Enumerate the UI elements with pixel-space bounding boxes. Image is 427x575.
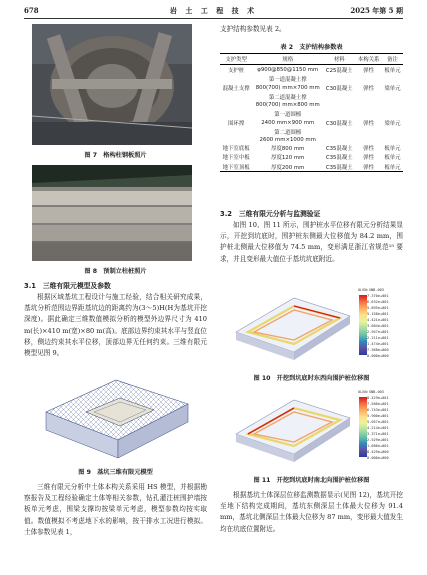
precast-pile-image	[32, 165, 192, 261]
legend-value: 6.743e+001	[367, 408, 389, 412]
legend-value: 8.429e+000	[367, 450, 389, 454]
table-cell	[382, 127, 403, 136]
legend-value: 5.900e+001	[367, 414, 389, 418]
table-cell: 板单元	[382, 162, 403, 172]
column-header: 材料	[323, 54, 355, 65]
figure-11-legend	[358, 390, 408, 460]
table-row	[220, 162, 403, 172]
table-cell	[220, 93, 252, 102]
table-cell	[220, 102, 252, 109]
table-cell: 厚度200 mm	[252, 162, 323, 172]
paragraph-fe-results: 如图 10、图 11 所示，围护桩水平位移有限元分析结果显示，开挖到坑底时，围护桩东侧最大位移值为 84.2 mm，围护桩北侧最大位移值为 74.5 mm，变形满足浙江省规范¹⁵ 要求，并且变形最大值位于基坑坑底附近。	[220, 221, 403, 263]
legend-value: 7.368e+000	[367, 348, 389, 352]
table-cell: C35混凝土	[323, 162, 355, 172]
table-row	[220, 109, 403, 118]
legend-color-bar	[359, 295, 367, 355]
figure-8-photo	[32, 165, 192, 261]
table-cell: 梁单元	[384, 85, 401, 92]
table-cell	[382, 137, 403, 144]
table-cell: 第二道围檩	[274, 129, 302, 136]
table-2-support-parameters	[220, 53, 403, 172]
table-cell	[382, 74, 403, 83]
table-cell: 支护桩	[228, 67, 245, 74]
table-cell: 围环撑	[228, 120, 245, 127]
table-cell	[382, 93, 403, 102]
legend-color-bar	[359, 397, 367, 457]
table-cell: φ900@850@1150 mm	[257, 66, 319, 73]
table-cell	[382, 102, 403, 109]
table-row	[220, 118, 403, 127]
column-header: 规格	[252, 54, 323, 65]
table-cell: 地下室中板	[222, 155, 250, 162]
legend-value: 8.429e+001	[367, 396, 389, 400]
table-cell: 第二道混凝土撑	[268, 95, 307, 102]
table-cell	[355, 137, 382, 144]
table-cell: 厚度800 mm	[271, 146, 305, 153]
fe-mesh-image	[36, 372, 196, 462]
table-cell: 板单元	[384, 67, 401, 74]
section-3-1-title: 3.1 三维有限元模型及参数	[24, 282, 111, 290]
legend-value: 7.370e+001	[367, 294, 389, 298]
legend-value: 3.684e+001	[367, 324, 389, 328]
table-row	[220, 144, 403, 153]
legend-value: 1.686e+001	[367, 444, 389, 448]
table-cell: 地下室底板	[222, 146, 250, 153]
legend-value: 4.214e+001	[367, 426, 389, 430]
paragraph-constitutive-model: 三维有限元分析中土体本构关系采用 HS 模型，并根据勘察报告及工程经验确定土体等相关参数，钻孔灌注桩围护墙按板单元考虑，围梁支撑均按梁单元考虑，模型参数均按实取值。数值模拟不考虑地下水的影响，按干排水工况进行模拟。土体参数见表 1，	[24, 483, 207, 536]
table-row	[220, 127, 403, 136]
legend-value: 4.421e+001	[367, 318, 389, 322]
legend-value: 6.632e+001	[367, 300, 389, 304]
legend-value: 3.371e+001	[367, 432, 389, 436]
section-3-2-title: 3.2 三维有限元分析与监测验证	[220, 210, 321, 218]
table-cell: 弹性	[363, 155, 374, 162]
table-cell	[355, 102, 382, 109]
legend-value: 7.586e+001	[367, 402, 389, 406]
legend-value: 5.158e+001	[367, 312, 389, 316]
table-cell	[220, 74, 252, 83]
table-cell: 混凝土支撑	[222, 85, 250, 92]
figure-9-fe-model	[36, 372, 196, 462]
legend-title: ULEN:SNB-003	[358, 390, 384, 394]
legend-value: 2.529e+001	[367, 438, 389, 442]
table-cell: 弹性	[363, 146, 374, 153]
table-cell	[355, 93, 382, 102]
table-cell	[323, 127, 355, 136]
table-cell: C30混凝土	[325, 120, 353, 127]
table-cell	[355, 74, 382, 83]
legend-value: 5.057e+001	[367, 420, 389, 424]
table-row	[220, 153, 403, 162]
table-cell	[382, 109, 403, 118]
table-cell: C35混凝土	[325, 155, 353, 162]
table-cell	[355, 127, 382, 136]
issue-label: 2025 年第 5 期	[350, 6, 403, 15]
table-cell	[323, 137, 355, 144]
legend-value: 2.211e+001	[367, 336, 389, 340]
table-cell: 板单元	[384, 155, 401, 162]
table-cell: 梁单元	[384, 120, 401, 127]
table-cell: 800(700) mm×700 mm	[255, 84, 320, 91]
running-header	[24, 6, 403, 19]
page-number: 678	[24, 6, 39, 15]
legend-title: ULEN:SNB-003	[358, 288, 384, 292]
legend-value: 0.000e+000	[367, 354, 389, 358]
journal-name: 岩 土 工 程 技 术	[169, 6, 258, 15]
table-cell: 板单元	[384, 146, 401, 153]
table-cell: 第一道围檩	[274, 111, 302, 118]
table-cell: 弹性	[363, 67, 374, 74]
table-cell: 第一道混凝土撑	[268, 76, 307, 83]
table-cell: 弹性	[355, 162, 382, 172]
table-cell	[323, 102, 355, 109]
table-cell	[323, 93, 355, 102]
paragraph-model-extent: 根据区域基坑工程设计与施工经验，结合相关研究成果，基坑分析范围边界距基坑边的距离约为(3～5)H(H为基坑开挖深度)。据此确定三维数值模拟分析的模型外边界尺寸为 410 m(长)×410 m(宽)×80 m(高)。底部边界约束其水平与竖直位移，侧边约束其水平位移，顶部边界无任何约束。三维有限元模型见图 9。	[24, 293, 207, 358]
table-cell: C30混凝土	[325, 85, 353, 92]
table-row	[220, 137, 403, 144]
figure-10-caption: 图 10 开挖到坑底时东西向围护桩位移图	[253, 375, 370, 382]
legend-value: 2.947e+001	[367, 330, 389, 334]
table-cell	[323, 74, 355, 83]
legend-value: 5.895e+001	[367, 306, 389, 310]
table-2-title: 表 2 支护结构参数表	[280, 44, 343, 51]
table-cell	[323, 109, 355, 118]
table-cell: 地下室顶板	[220, 162, 252, 172]
right-intro-text: 支护结构参数见表 2。	[220, 25, 286, 33]
table-header-row	[220, 54, 403, 65]
table-cell	[220, 137, 252, 144]
figure-7-caption: 图 7 格构柱钢板照片	[84, 152, 147, 159]
table-cell: 弹性	[363, 85, 374, 92]
legend-value: 1.474e+001	[367, 342, 389, 346]
table-row	[220, 74, 403, 83]
table-cell: C25混凝土	[325, 67, 353, 74]
table-cell	[355, 109, 382, 118]
table-cell	[220, 109, 252, 118]
figure-11-caption: 图 11 开挖到坑底时南北向围护桩位移图	[253, 477, 370, 484]
table-cell	[220, 127, 252, 136]
column-header: 支护类型	[220, 54, 252, 65]
table-cell: 2400 mm×900 mm	[261, 119, 315, 126]
table-cell: 弹性	[363, 120, 374, 127]
legend-value: 0.000e+000	[367, 456, 389, 460]
lattice-column-image	[32, 24, 192, 145]
figure-9-caption: 图 9 基坑三维有限元模型	[78, 469, 153, 476]
figure-7-photo	[32, 24, 192, 145]
figure-8-caption: 图 8 预制立柱桩照片	[84, 268, 147, 275]
table-row	[220, 93, 403, 102]
table-row	[220, 102, 403, 109]
table-row	[220, 65, 403, 75]
figure-10-legend	[358, 288, 408, 358]
table-cell: 厚度120 mm	[271, 155, 305, 162]
column-header: 本构关系	[355, 54, 382, 65]
table-cell: 800(700) mm×800 mm	[255, 102, 320, 109]
column-header: 备注	[382, 54, 403, 65]
paragraph-monitoring-data: 根据基坑土体深层位移监测数据显示(见图 12)，基坑开挖至地下结构完成期间，基坑东侧深层土体最大位移为 91.4 mm，基坑北侧深层土体最大位移为 87 mm，变形最大值发生均在坑底位置附近。	[220, 491, 403, 533]
table-cell: 2600 mm×1000 mm	[259, 137, 316, 144]
table-row	[220, 83, 403, 92]
table-cell: C35混凝土	[325, 146, 353, 153]
